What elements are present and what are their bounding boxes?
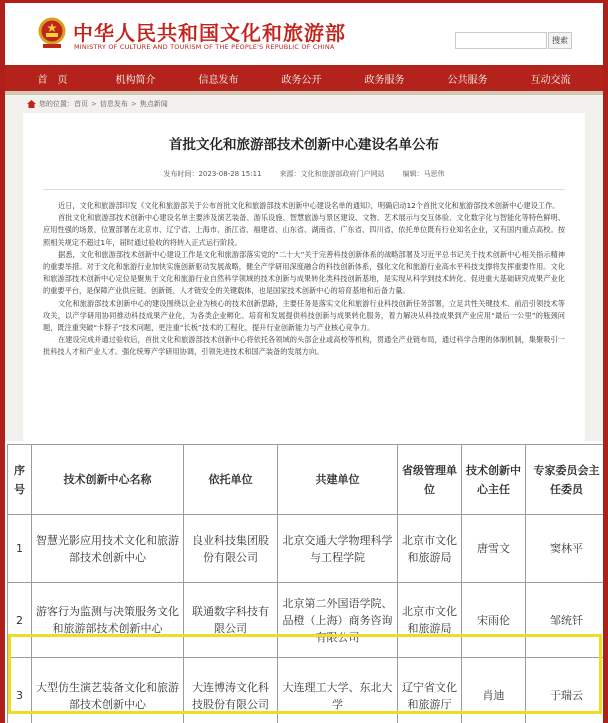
home-icon [27, 100, 36, 108]
article-paragraph: 文化和旅游部技术创新中心的建设围绕以企业为核心的技术创新思路，主要任务是落实文化和旅游行业科技创新任务部署，立足共性关键技术、前沿引领技术等攻关，以产学研用协同推动科技成果产业化，为各类企业孵化、培育和发展提供科技创新与成果转化服务，着力解决从科技成果到产业应用“最后一公里”的瓶颈问题，既注重突破“卡脖子”技术问题，更注重“长板”技术的工程化，提升行业创新能力与产业核心竞争力。 [43, 298, 565, 333]
main-nav [5, 65, 603, 91]
cell-host-unit: 良业科技集团股份有限公司 [184, 515, 278, 583]
cell-committee-chair: 邹统钎 [526, 583, 604, 658]
breadcrumb-news[interactable]: 信息发布 [99, 100, 128, 108]
cell-center-name: 游客行为监测与决策服务文化和旅游部技术创新中心 [32, 583, 184, 658]
cell-index: 1 [8, 515, 32, 583]
table-row [8, 658, 604, 723]
cell-provincial-manager: 辽宁省文化和旅游厅 [398, 658, 462, 723]
article-paragraph: 在建设完成并通过验收后，首批文化和旅游部技术创新中心将依托各领域的头部企业或高校等机构，贯通全产业链布局，通过科学合理的体制机制，集聚吸引一批科技人才和产业人才。强化统筹产学研用协调，引领先进技术和国产装备的发展方向。 [43, 335, 565, 357]
nav-item-home[interactable]: 首 页 [37, 74, 68, 86]
header-host-unit: 依托单位 [184, 445, 278, 515]
article-meta [43, 169, 565, 179]
cell-index: 3 [8, 658, 32, 723]
national-emblem-icon [37, 16, 67, 50]
article-paragraph: 据悉，文化和旅游部技术创新中心建设工作是文化和旅游部落实党的“二十大”关于完善科技创新体系的战略部署及习近平总书记关于技术创新中心相关指示精神的重要举措。对于文化和旅游行业加快实施创新驱动发展战略，健全产学研用深度融合的科技创新体系，强化文化和旅游行业高水平科技支撑将发挥重要作用。文化和旅游部技术创新中心定位是聚焦于文化和旅游行业自然科学领域的技术创新与成果转化类科技创新基地，是实现从科学到技术转化、促进重大基础研究成果产业化的重要平台，是保障产业供应链、创新链、人才链安全的关键载体，也是国家技术创新中心的培育基地和后备力量。 [43, 249, 565, 296]
website-screenshot [5, 3, 603, 468]
header-center-name: 技术创新中心名称 [32, 445, 184, 515]
article-body [43, 200, 565, 359]
cell-index: 2 [8, 583, 32, 658]
cell-co-builder: 大连理工大学、东北大学 [278, 658, 398, 723]
table-header-row [8, 445, 604, 515]
breadcrumb-separator: > [130, 100, 137, 108]
nav-item-gov-services[interactable]: 政务服务 [364, 74, 405, 86]
cell-host-unit: 大连博涛文化科技股份有限公司 [184, 658, 278, 723]
breadcrumb-focus-news[interactable]: 焦点新闻 [139, 100, 168, 108]
cell-committee-chair: 窦林平 [526, 515, 604, 583]
cell-director: 宋雨伦 [462, 583, 526, 658]
center-list-table [7, 444, 603, 723]
site-title[interactable]: 中华人民共和国文化和旅游部 [73, 21, 346, 45]
nav-item-news[interactable]: 信息发布 [198, 74, 239, 86]
header-co-builder: 共建单位 [278, 445, 398, 515]
header-provincial-manager: 省级管理单位 [398, 445, 462, 515]
cell-host-unit: 联通数字科技有限公司 [184, 583, 278, 658]
search-button[interactable]: 搜索 [548, 32, 572, 49]
breadcrumb-label: 您的位置： [39, 100, 74, 108]
cell-co-builder: 北京第二外国语学院、品橙（上海）商务咨询有限公司 [278, 583, 398, 658]
article-title: 首批文化和旅游部技术创新中心建设名单公布 [169, 137, 439, 153]
nav-item-interaction[interactable]: 互动交流 [530, 74, 571, 86]
breadcrumb [5, 95, 603, 113]
table-row [8, 583, 604, 658]
nav-item-public-services[interactable]: 公共服务 [447, 74, 488, 86]
cell-provincial-manager: 北京市文化和旅游局 [398, 583, 462, 658]
article-editor: 编辑：马思伟 [402, 170, 445, 178]
table-row [8, 515, 604, 583]
cell-provincial-manager: 北京市文化和旅游局 [398, 515, 462, 583]
meta-divider [43, 189, 565, 190]
cell-committee-chair: 于瑞云 [526, 658, 604, 723]
article [23, 113, 585, 468]
breadcrumb-home[interactable]: 首页 [74, 100, 88, 108]
header-index: 序号 [8, 445, 32, 515]
nav-item-about[interactable]: 机构简介 [115, 74, 156, 86]
site-header [5, 3, 603, 65]
article-paragraph: 近日，文化和旅游部印发《文化和旅游部关于公布首批文化和旅游部技术创新中心建设名单的通知》，明确启动12个首批文化和旅游部技术创新中心建设工作。 [58, 201, 560, 210]
article-paragraph: 首批文化和旅游部技术创新中心建设名单主要涉及演艺装备、游乐设施、智慧旅游与景区建设、文物、艺术展示与交互体验、文化数字化与智能化等特色鲜明、应用性强的场景，位置部署在北京市、辽宁省、上海市、浙江省、福建省、山东省、湖南省、广东省、四川省，依托单位既有行业知名企业，又有国内重点高校。按照相关规定不超过1年，届时通过验收的将转入正式运行阶段。 [43, 213, 565, 247]
cell-co-builder: 北京交通大学物理科学与工程学院 [278, 515, 398, 583]
cell-center-name: 智慧光影应用技术文化和旅游部技术创新中心 [32, 515, 184, 583]
article-source: 来源：文化和旅游部政府门户网站 [279, 170, 385, 178]
cell-director: 肖迪 [462, 658, 526, 723]
header-director: 技术创新中心主任 [462, 445, 526, 515]
publish-time: 发布时间：2023-08-28 15:11 [163, 170, 262, 178]
breadcrumb-separator: > [91, 100, 97, 108]
nav-item-gov-affairs[interactable]: 政务公开 [281, 74, 322, 86]
site-subtitle: MINISTRY OF CULTURE AND TOURISM OF THE PEOPLE'S REPUBLIC OF CHINA [74, 43, 335, 51]
header-committee-chair: 专家委员会主任委员 [526, 445, 604, 515]
center-list-panel [5, 441, 603, 723]
cell-director: 唐雪文 [462, 515, 526, 583]
cell-center-name: 大型仿生演艺装备文化和旅游部技术创新中心 [32, 658, 184, 723]
search-input[interactable] [455, 32, 547, 49]
